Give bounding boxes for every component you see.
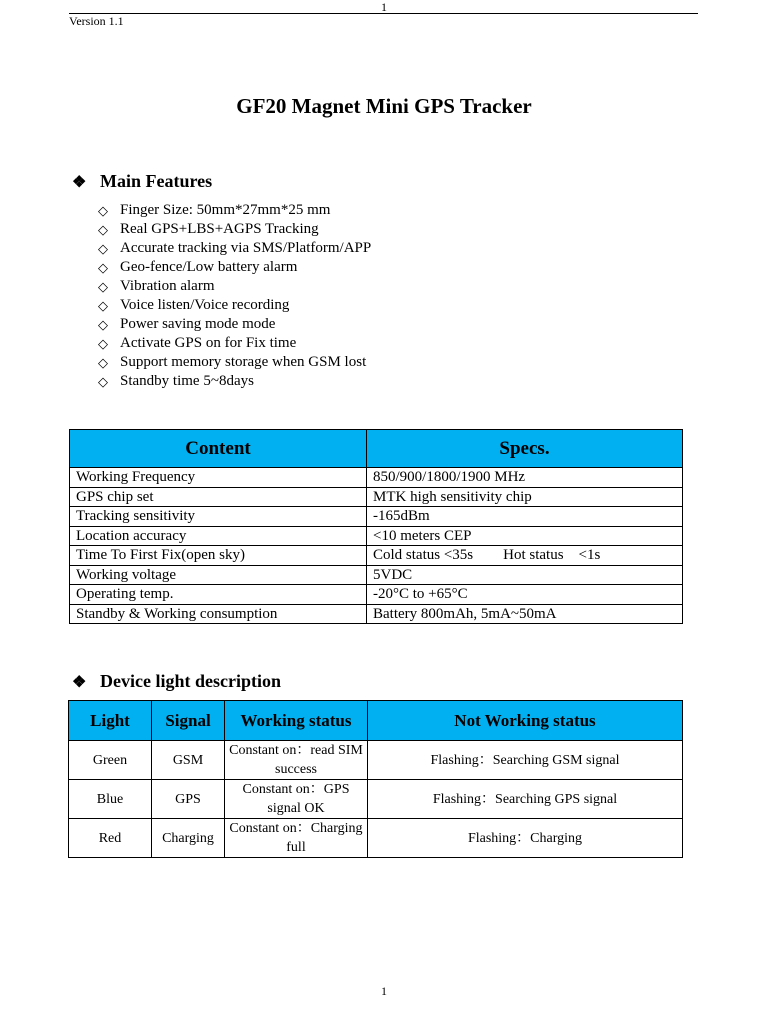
specs-column-header: Specs. [367,430,683,468]
spec-name: Time To First Fix(open sky) [70,546,367,566]
table-row [69,819,683,858]
not-working-status: Flashing：Searching GPS signal [368,780,683,819]
spec-value: <10 meters CEP [367,526,683,546]
table-header-row [69,701,683,741]
working-status: Constant on：read SIM success [225,741,368,780]
page-title: GF20 Magnet Mini GPS Tracker [236,94,532,118]
list-item [98,220,371,239]
list-item [98,372,371,391]
feature-text: Finger Size: 50mm*27mm*25 mm [120,202,331,218]
spec-value: MTK high sensitivity chip [367,487,683,507]
not-working-status: Flashing：Searching GSM signal [368,741,683,780]
content-column-header: Content [70,430,367,468]
white-diamond-icon: ◇ [98,355,108,370]
white-diamond-icon: ◇ [98,336,108,351]
table-row [70,468,683,488]
main-features-heading [72,171,212,192]
spec-value: 850/900/1800/1900 MHz [367,468,683,488]
table-row [70,565,683,585]
list-item [98,239,371,258]
table-row [70,487,683,507]
working-status: Constant on：GPS signal OK [225,780,368,819]
device-light-table [68,700,683,858]
white-diamond-icon: ◇ [98,298,108,313]
spec-name: Working voltage [70,565,367,585]
version-label: Version 1.1 [69,14,124,28]
table-row [70,604,683,624]
specs-table [69,429,683,624]
working-status-column-header: Working status [225,701,368,741]
feature-text: Voice listen/Voice recording [120,297,290,313]
white-diamond-icon: ◇ [98,241,108,256]
feature-text: Vibration alarm [120,278,215,294]
features-list [98,201,371,391]
four-diamond-bullet-icon: ❖ [72,173,87,191]
feature-text: Standby time 5~8days [120,373,254,389]
spec-name: Operating temp. [70,585,367,605]
spec-value: 5VDC [367,565,683,585]
working-status: Constant on：Charging full [225,819,368,858]
spec-value: -20°C to +65°C [367,585,683,605]
not-working-status: Flashing：Charging [368,819,683,858]
list-item [98,353,371,372]
four-diamond-bullet-icon: ❖ [72,673,87,691]
signal-type: GSM [152,741,225,780]
list-item [98,201,371,220]
signal-type: Charging [152,819,225,858]
table-header-row [70,430,683,468]
spec-name: Standby & Working consumption [70,604,367,624]
spec-value: Cold status <35s Hot status <1s [367,546,683,566]
feature-text: Geo-fence/Low battery alarm [120,259,298,275]
table-row [70,507,683,527]
not-working-status-column-header: Not Working status [368,701,683,741]
signal-column-header: Signal [152,701,225,741]
header-divider [69,13,698,14]
spec-name: Working Frequency [70,468,367,488]
list-item [98,258,371,277]
white-diamond-icon: ◇ [98,279,108,294]
table-row [70,585,683,605]
device-light-heading [72,671,281,692]
white-diamond-icon: ◇ [98,260,108,275]
spec-value: Battery 800mAh, 5mA~50mA [367,604,683,624]
feature-text: Real GPS+LBS+AGPS Tracking [120,221,319,237]
white-diamond-icon: ◇ [98,222,108,237]
table-row [70,526,683,546]
light-color: Blue [69,780,152,819]
spec-name: Tracking sensitivity [70,507,367,527]
table-row [69,780,683,819]
light-column-header: Light [69,701,152,741]
spec-name: GPS chip set [70,487,367,507]
light-color: Green [69,741,152,780]
main-features-heading-text: Main Features [100,171,213,191]
device-light-heading-text: Device light description [100,671,281,691]
list-item [98,296,371,315]
white-diamond-icon: ◇ [98,203,108,218]
header-page-number: 1 [381,0,387,14]
white-diamond-icon: ◇ [98,374,108,389]
feature-text: Power saving mode mode [120,316,276,332]
list-item [98,315,371,334]
spec-value: -165dBm [367,507,683,527]
feature-text: Accurate tracking via SMS/Platform/APP [120,240,372,256]
white-diamond-icon: ◇ [98,317,108,332]
table-row [70,546,683,566]
light-color: Red [69,819,152,858]
signal-type: GPS [152,780,225,819]
spec-name: Location accuracy [70,526,367,546]
footer-page-number: 1 [381,984,387,998]
table-row [69,741,683,780]
feature-text: Activate GPS on for Fix time [120,335,297,351]
feature-text: Support memory storage when GSM lost [120,354,367,370]
list-item [98,334,371,353]
list-item [98,277,371,296]
